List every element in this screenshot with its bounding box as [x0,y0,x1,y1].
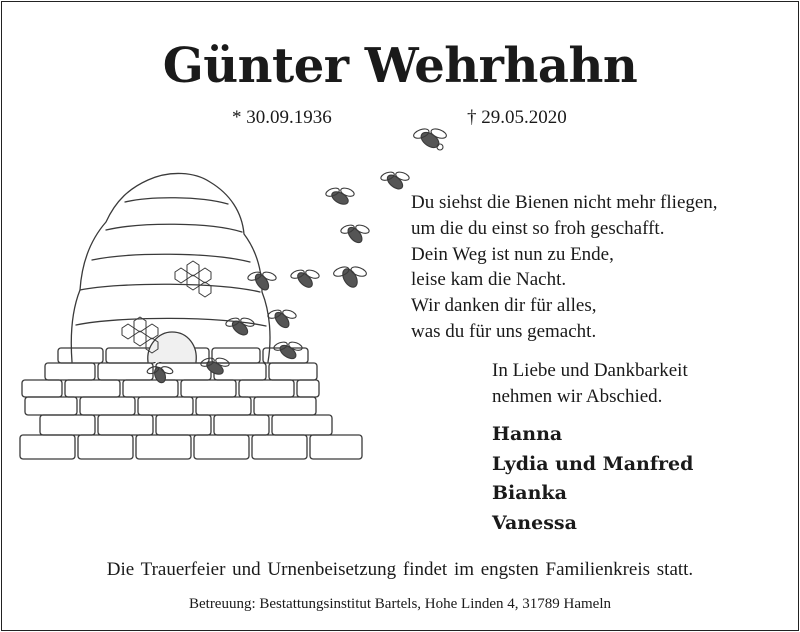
poem-line: Dein Weg ist nun zu Ende, [411,243,614,265]
funeral-home-line: Betreuung: Bestattungsinstitut Bartels, Hohe Linden 4, 31789 Hameln [188,596,612,612]
poem-line: Du siehst die Bienen nicht mehr fliegen, [411,192,718,213]
beehive-illustration [10,110,480,470]
family-member: Lydia und Manfred [492,452,694,475]
family-member: Hanna [492,423,563,445]
farewell-line: In Liebe und Dankbarkeit [492,360,688,381]
brick-wall [20,348,362,459]
farewell-text [492,358,688,410]
ceremony-notice: Die Trauerfeier und Urnenbeisetzung findet im engsten Familienkreis statt. [106,559,694,580]
poem-line: leise kam die Nacht. [411,269,567,291]
death-date: † 29.05.2020 [467,107,567,128]
family-member: Vanessa [492,511,577,534]
birth-date: * 30.09.1936 [232,107,332,128]
farewell-line: nehmen wir Abschied. [492,385,663,407]
poem-line: was du für uns gemacht. [411,320,597,342]
deceased-name: Günter Wehrhahn [162,38,638,94]
family-names [492,420,693,538]
poem [411,190,718,345]
poem-line: um die du einst so froh geschafft. [411,217,665,239]
family-member: Bianka [492,482,567,504]
poem-line: Wir danken dir für alles, [411,295,597,317]
